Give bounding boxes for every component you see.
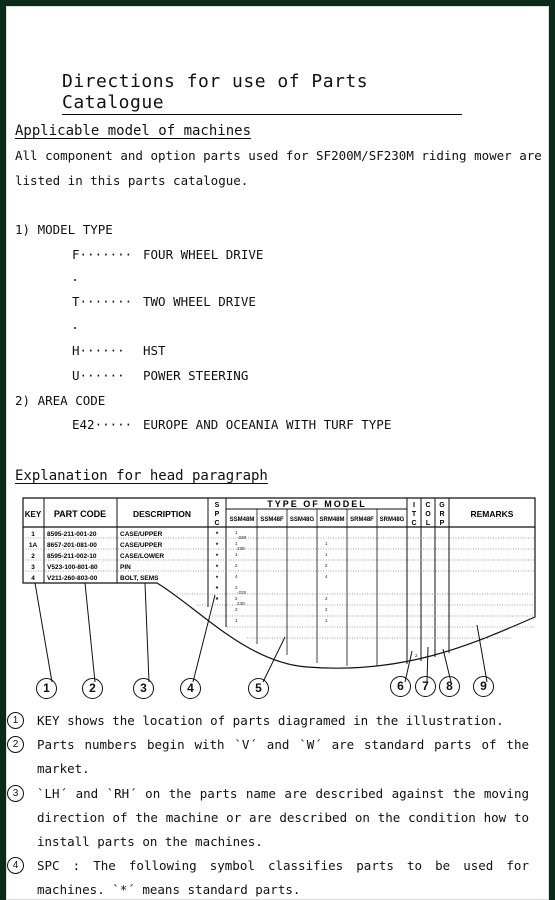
svg-text:G: G <box>439 502 445 509</box>
svg-text:-228: -228 <box>237 590 247 595</box>
note-mark-1: 1 <box>7 712 24 729</box>
svg-text:2: 2 <box>235 585 238 590</box>
hdr-key: KEY <box>24 510 42 519</box>
area-code-e42: E42····· <box>72 417 133 432</box>
callout-2: 2 <box>82 678 103 699</box>
row3-spc: * <box>215 553 219 560</box>
row2-spc: * <box>215 542 219 549</box>
svg-text:2: 2 <box>325 563 328 568</box>
row4-desc: PIN <box>120 564 131 571</box>
row3-code: 8595-211-002-10 <box>47 553 97 560</box>
row2-code: 8657-201-081-00 <box>47 542 97 549</box>
callout-6: 6 <box>390 676 411 697</box>
head-paragraph-diagram <box>7 487 544 711</box>
model-code-f: F······· <box>72 247 133 262</box>
svg-text:P: P <box>214 511 220 518</box>
note-text-3: `LH´ and `RH´ on the parts name are described against the moving direction of the machine or are described on the condition how to install parts on the machines. <box>37 786 529 849</box>
area-code-heading: 2) AREA CODE <box>15 393 106 408</box>
page-title: Directions for use of Parts Catalogue <box>62 71 462 115</box>
svg-text:1: 1 <box>235 618 238 623</box>
separator-dot <box>74 279 76 281</box>
svg-text:*: * <box>215 586 219 593</box>
note-mark-2: 2 <box>7 736 24 753</box>
callout-7: 7 <box>415 676 436 697</box>
row3-desc: CASE/LOWER <box>120 553 165 560</box>
hdr-part-code: PART CODE <box>53 509 107 519</box>
model-desc-f: FOUR WHEEL DRIVE <box>143 247 264 262</box>
row1-spc: * <box>215 531 219 538</box>
model-code-u: U······ <box>72 368 125 383</box>
hdr-model-6: SRM48G <box>379 517 405 523</box>
callout-4: 4 <box>180 678 201 699</box>
svg-text:1: 1 <box>235 530 238 535</box>
hdr-model-3: SSM48G <box>289 517 315 523</box>
area-desc-e42: EUROPE AND OCEANIA WITH TURF TYPE <box>143 417 392 432</box>
svg-text:T: T <box>411 511 417 518</box>
hdr-model-5: SRM48F <box>350 517 374 523</box>
svg-text:2: 2 <box>235 607 238 612</box>
table-diagram-svg <box>7 487 544 707</box>
svg-text:O: O <box>425 511 431 518</box>
callout-1: 1 <box>36 678 57 699</box>
catalogue-page <box>6 6 549 900</box>
svg-text:4: 4 <box>325 574 328 579</box>
row2-key: 1A <box>28 542 38 549</box>
svg-text:1: 1 <box>325 541 328 546</box>
note-text-2: Parts numbers begin with `V´ and `W´ are standard parts of the market. <box>37 737 529 776</box>
row1-code: 8595-211-001-20 <box>47 531 97 538</box>
svg-text:2: 2 <box>415 653 418 658</box>
svg-text:230-: 230- <box>237 546 247 551</box>
hdr-model-1: SSM48M <box>229 517 255 523</box>
hdr-model-4: SRM48M <box>319 517 345 523</box>
model-desc-h: HST <box>143 343 166 358</box>
note-4 <box>7 854 544 900</box>
svg-text:4: 4 <box>235 574 238 579</box>
svg-text:1: 1 <box>235 541 238 546</box>
svg-text:2: 2 <box>235 596 238 601</box>
applicable-line-1: All component and option parts used for SF200M/SF230M riding mower are <box>15 148 542 163</box>
note-2 <box>7 733 544 781</box>
row5-spc: * <box>215 575 219 582</box>
row4-spc: * <box>215 564 219 571</box>
applicable-line-2: listed in this parts catalogue. <box>15 173 249 188</box>
svg-text:1: 1 <box>325 552 328 557</box>
note-mark-3: 3 <box>7 785 24 802</box>
hdr-remarks: REMARKS <box>470 509 514 519</box>
svg-text:1: 1 <box>325 618 328 623</box>
svg-text:2: 2 <box>325 596 328 601</box>
svg-text:I: I <box>413 502 415 509</box>
svg-text:R: R <box>439 511 445 518</box>
row5-code: V211-260-803-00 <box>47 575 98 582</box>
svg-text:S: S <box>214 502 220 509</box>
note-1 <box>7 709 544 733</box>
callout-9: 9 <box>473 676 494 697</box>
svg-text:P: P <box>439 520 445 527</box>
row3-key: 2 <box>31 553 35 560</box>
callout-5: 5 <box>248 678 269 699</box>
row1-desc: CASE/UPPER <box>120 531 163 538</box>
row1-key: 1 <box>31 531 35 538</box>
model-code-h: H······ <box>72 343 125 358</box>
svg-text:L: L <box>425 520 431 527</box>
note-text-1: KEY shows the location of parts diagramed in the illustration. <box>37 713 504 728</box>
model-code-t: T······· <box>72 294 133 309</box>
note-text-4: SPC : The following symbol classifies parts to be used for machines. `*´ means standard parts. <box>37 858 529 897</box>
svg-text:*: * <box>215 597 219 604</box>
hdr-type-of-model: TYPE OF MODEL <box>267 499 367 509</box>
model-desc-t: TWO WHEEL DRIVE <box>143 294 256 309</box>
row4-code: V523-100-801-80 <box>47 564 98 571</box>
row2-desc: CASE/UPPER <box>120 542 163 549</box>
callout-3: 3 <box>133 678 154 699</box>
hdr-description: DESCRIPTION <box>132 509 192 519</box>
row5-desc: BOLT, SEMS <box>120 575 159 582</box>
note-3 <box>7 782 544 854</box>
svg-text:2: 2 <box>325 607 328 612</box>
hdr-model-2: SSM48F <box>260 517 284 523</box>
svg-text:C: C <box>411 520 417 527</box>
callout-8: 8 <box>439 676 460 697</box>
svg-text:-228: -228 <box>237 535 247 540</box>
row5-key: 4 <box>31 575 35 582</box>
row4-key: 3 <box>31 564 35 571</box>
applicable-heading: Applicable model of machines <box>15 123 252 139</box>
separator-dot <box>74 327 76 329</box>
svg-text:C: C <box>214 520 220 527</box>
model-desc-u: POWER STEERING <box>143 368 249 383</box>
note-mark-4: 4 <box>7 857 24 874</box>
svg-text:C: C <box>425 502 431 509</box>
svg-text:1: 1 <box>235 552 238 557</box>
explanation-heading: Explanation for head paragraph <box>15 468 268 484</box>
svg-text:2: 2 <box>235 563 238 568</box>
svg-text:230-: 230- <box>237 601 247 606</box>
model-type-heading: 1) MODEL TYPE <box>15 222 113 237</box>
